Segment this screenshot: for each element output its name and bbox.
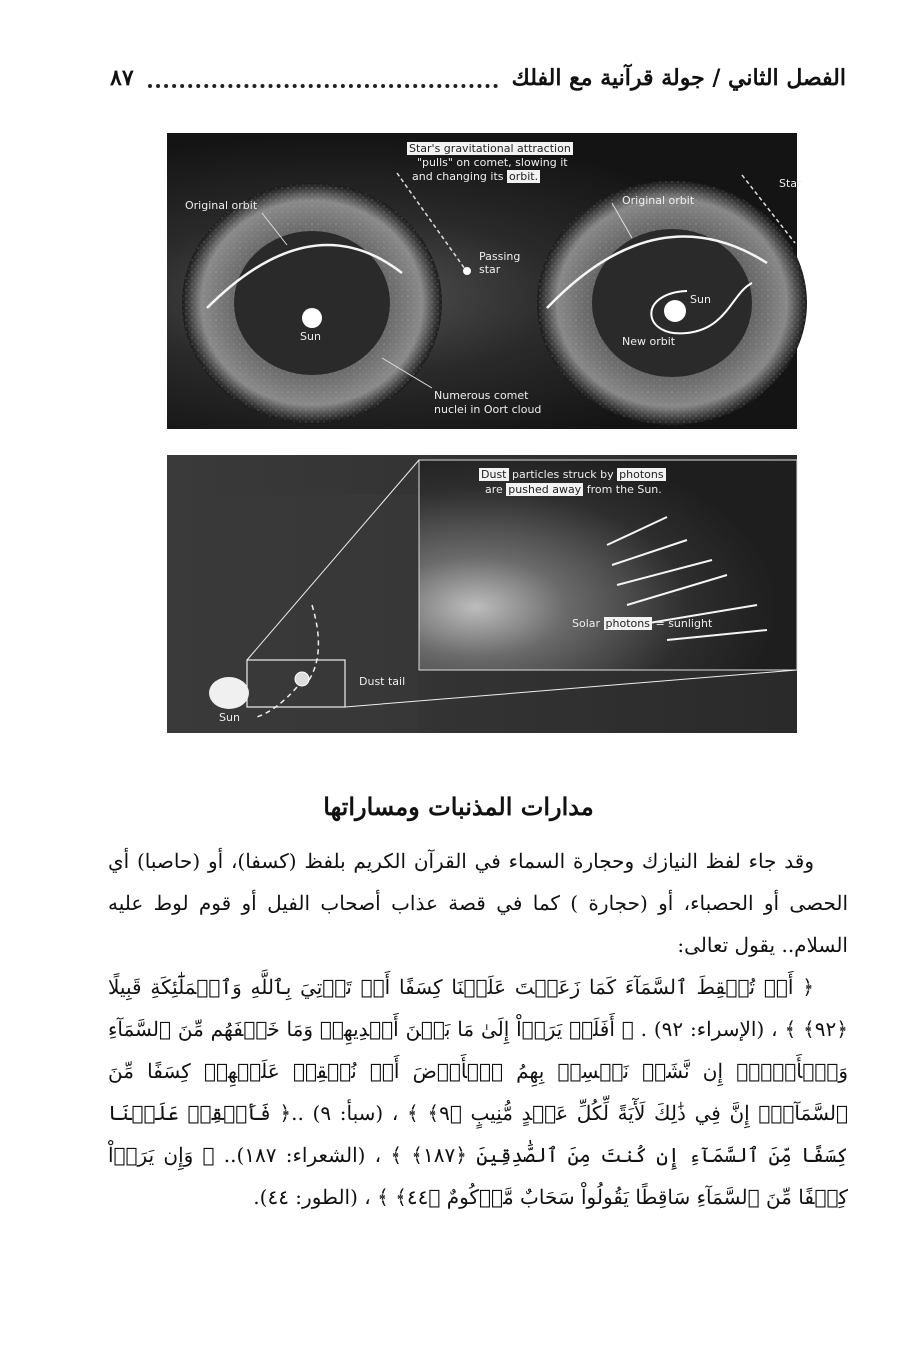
dust-tail-label: Dust tail xyxy=(359,675,406,688)
oort-cloud-figure xyxy=(167,133,802,429)
original-orbit-label-right: Original orbit xyxy=(622,194,695,207)
chapter-title: الفصل الثاني / جولة قرآنية مع الفلك xyxy=(511,65,846,91)
dust-caption-line1: Dust particles struck by photons xyxy=(481,468,664,481)
body-text xyxy=(108,840,848,1218)
nuclei-label-2: nuclei in Oort cloud xyxy=(434,403,542,416)
sun xyxy=(209,677,249,709)
caption-line3: and changing its orbit. xyxy=(412,170,539,183)
solar-photons-label: Solar photons = sunlight xyxy=(572,617,713,630)
caption-line2: "pulls" on comet, slowing it xyxy=(417,156,568,169)
sun-label-left: Sun xyxy=(300,330,321,343)
sun-label-right: Sun xyxy=(690,293,711,306)
dust-tail-illustration xyxy=(167,455,797,733)
star-label: Star xyxy=(779,177,802,190)
comet-nucleus xyxy=(295,672,309,686)
caption-line1: Star's gravitational attraction xyxy=(409,142,571,155)
section-title: مدارات المذنبات ومساراتها xyxy=(323,792,594,821)
header-dotted-leader xyxy=(148,76,498,88)
page-header xyxy=(110,58,846,98)
sun-left xyxy=(302,308,322,328)
original-orbit-label-left: Original orbit xyxy=(185,199,258,212)
page-number: ٨٧ xyxy=(110,65,134,91)
sun-right xyxy=(664,300,686,322)
dust-caption-line2: are pushed away from the Sun. xyxy=(485,483,662,496)
paragraph-intro: وقد جاء لفظ النيازك وحجارة السماء في القرآن الكريم بلفظ (كسفا)، أو (حاصبا) أي الحصى أو الحصباء، أو (حجارة ) كما في قصة عذاب أصحاب الفيل أو قوم لوط عليه السلام.. يقول تعالى: xyxy=(108,849,848,957)
dust-tail-figure xyxy=(167,455,797,733)
passing-star xyxy=(463,267,471,275)
nuclei-label-1: Numerous comet xyxy=(434,389,529,402)
sun-label: Sun xyxy=(219,711,240,724)
passing-star-label: Passing xyxy=(479,250,521,263)
paragraph-verses: ﴿ أَوۡ تُسۡقِطَ ٱلسَّمَآءَ كَمَا زَعَمۡتَ عَلَيۡنَا كِسَفًا أَوۡ تَأۡتِيَ بِٱللَّهِ وَٱلۡمَلَٰٓئِكَةِ قَبِيلًا ﴿٩٢﴾ ﴾ ، (الإسراء: ٩٢) . ﴿ أَفَلَمۡ يَرَوۡاْ إِلَىٰ مَا بَيۡنَ أَيۡدِيهِمۡ وَمَا خَلۡفَهُم مِّنَ ٱلسَّمَآءِ وَٱلۡأَرۡضِۚ إِن نَّشَأۡ نَخۡسِفۡ بِهِمُ ٱلۡأَرۡضَ أَوۡ نُسۡقِطۡ عَلَيۡهِمۡ كِسَفًا مِّنَ ٱلسَّمَآءِۚ إِنَّ فِي ذَٰلِكَ لَأٓيَةً لِّكُلِّ عَبۡدٍ مُّنِيبٍ ﴿٩﴾ ﴾ ، (سبأ: ٩) ..﴿ فَأَسۡقِطۡ عَلَيۡنَا كِسَفًا مِّنَ ٱلسَّمَآءِ إِن كُنتَ مِنَ ٱلصَّٰدِقِينَ ﴿١٨٧﴾ ﴾ ، (الشعراء: ١٨٧).. ﴿ وَإِن يَرَوۡاْ كِسۡفًا مِّنَ ٱلسَّمَآءِ سَاقِطًا يَقُولُواْ سَحَابٌ مَّرۡكُومٌ ﴿٤٤﴾ ﴾ ، (الطور: ٤٤). xyxy=(108,975,849,1209)
new-orbit-label: New orbit xyxy=(622,335,676,348)
passing-star-label-2: star xyxy=(479,263,501,276)
